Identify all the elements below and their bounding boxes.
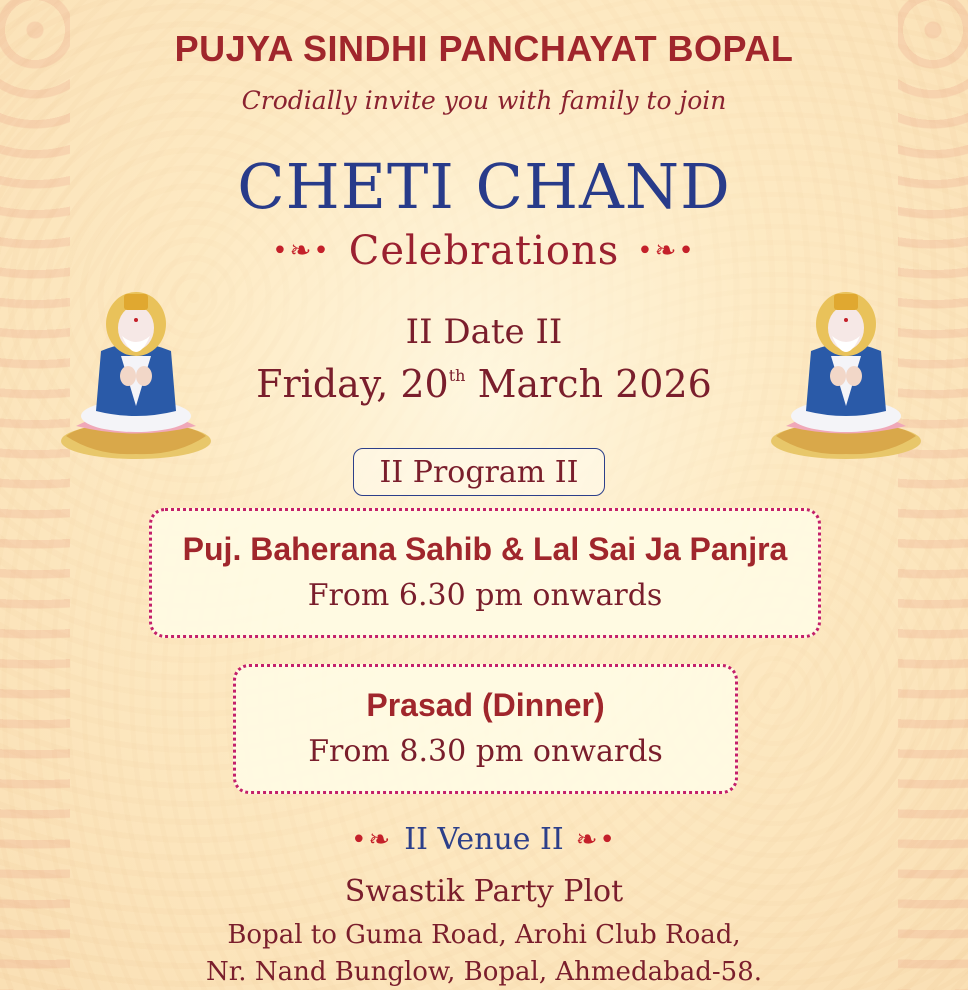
subtitle-row (0, 228, 968, 274)
date-month-year: March 2026 (465, 362, 712, 406)
event-date (0, 362, 968, 406)
program-item-ceremony (149, 508, 821, 638)
ornament-left-icon: •❧ (351, 824, 393, 855)
program-item-time: From 8.30 pm onwards (308, 734, 663, 769)
program-label: II Program II (353, 448, 605, 496)
program-item-time: From 6.30 pm onwards (307, 578, 663, 613)
event-subtitle: Celebrations (348, 228, 620, 274)
venue-address-line2: Nr. Nand Bunglow, Bopal, Ahmedabad-58. (205, 957, 763, 987)
ornament-left-icon: •❧• (272, 236, 331, 266)
date-suffix: th (448, 366, 466, 385)
invitation-line: Crodially invite you with family to join (241, 86, 727, 115)
venue-heading (0, 822, 968, 857)
venue-name: Swastik Party Plot (344, 874, 624, 909)
venue-address-line1: Bopal to Guma Road, Arohi Club Road, (227, 920, 741, 950)
ornament-right-icon: •❧• (637, 236, 696, 266)
date-day: Friday, 20 (256, 362, 449, 406)
program-item-dinner (233, 664, 738, 794)
organizer-name: PUJYA SINDHI PANCHAYAT BOPAL (174, 28, 794, 69)
venue-label: II Venue II (404, 822, 564, 857)
program-item-title: Puj. Baherana Sahib & Lal Sai Ja Panjra (182, 531, 788, 567)
ornament-right-icon: ❧• (575, 824, 617, 855)
program-item-title: Prasad (Dinner) (366, 687, 605, 723)
date-label: II Date II (405, 312, 563, 352)
event-title: CHETI CHAND (237, 150, 731, 223)
